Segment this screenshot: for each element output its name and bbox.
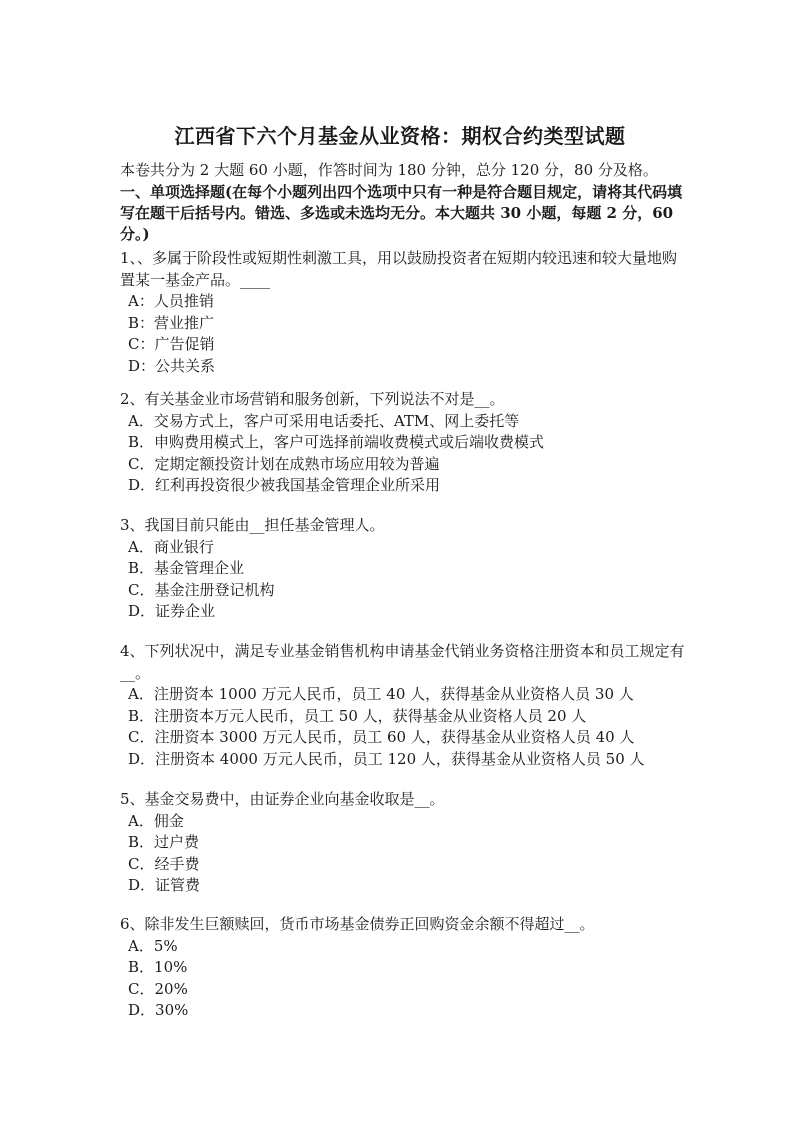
question-6 [120, 914, 690, 1022]
option-a: A．交易方式上，客户可采用电话委托、ATM、网上委托等 [128, 411, 520, 430]
question-3 [120, 515, 690, 623]
option-d: D：公共关系 [128, 356, 216, 375]
option-a: A．佣金 [128, 811, 184, 830]
option-d: D．红利再投资很少被我国基金管理企业所采用 [128, 476, 441, 494]
option-c: C．定期定额投资计划在成熟市场应用较为普遍 [128, 454, 440, 473]
question-4 [120, 641, 690, 770]
section-heading: 一、单项选择题(在每个小题列出四个选项中只有一种是符合题目规定，请将其代码填写在题干后括号内。错选、多选或未选均无分。本大题共 30 小题，每题 2 分，60 分。) [120, 183, 683, 243]
page-title: 江西省下六个月基金从业资格：期权合约类型试题 [174, 124, 626, 148]
exam-intro: 本卷共分为 2 大题 60 小题，作答时间为 180 分钟，总分 120 分，80 分及格。 [120, 161, 658, 179]
option-c: C．20% [128, 979, 188, 998]
question-stem: 2、有关基金业市场营销和服务创新，下列说法不对是__。 [120, 390, 505, 408]
option-d: D．证管费 [128, 876, 201, 894]
question-stem: 6、除非发生巨额赎回，货币市场基金债券正回购资金余额不得超过__。 [120, 915, 595, 933]
option-c: C：广告促销 [128, 335, 215, 353]
question-1 [120, 248, 690, 377]
option-d: D．注册资本 4000 万元人民币，员工 120 人，获得基金从业资格人员 50 人 [128, 749, 645, 768]
question-stem: 4、下列状况中，满足专业基金销售机构申请基金代销业务资格注册资本和员工规定有__。 [120, 642, 685, 682]
option-c: C．注册资本 3000 万元人民币，员工 60 人，获得基金从业资格人员 40 人 [128, 728, 635, 746]
question-5 [120, 789, 690, 897]
option-a: A．商业银行 [128, 537, 214, 556]
option-b: B．基金管理企业 [128, 559, 245, 577]
option-b: B：营业推广 [128, 313, 215, 332]
option-d: D．30% [128, 1001, 189, 1019]
option-a: A．5% [128, 936, 178, 955]
question-stem: 1、、多属于阶段性或短期性刺激工具，用以鼓励投资者在短期内较迅速和较大量地购置某一基金产品。____ [120, 249, 678, 289]
option-b: B．10% [128, 958, 188, 976]
option-d: D．证券企业 [128, 602, 216, 620]
question-stem: 3、我国目前只能由__担任基金管理人。 [120, 516, 385, 534]
option-b: B．过户费 [128, 833, 200, 851]
option-c: C．基金注册登记机构 [128, 580, 275, 599]
option-a: A．注册资本 1000 万元人民币，员工 40 人，获得基金从业资格人员 30 人 [128, 685, 634, 703]
option-c: C．经手费 [128, 854, 200, 873]
option-b: B．注册资本万元人民币，员工 50 人，获得基金从业资格人员 20 人 [128, 706, 587, 725]
question-2 [120, 389, 690, 497]
question-stem: 5、基金交易费中，由证券企业向基金收取是__。 [120, 790, 445, 808]
option-b: B．申购费用模式上，客户可选择前端收费模式或后端收费模式 [128, 433, 545, 451]
option-a: A：人员推销 [128, 292, 214, 310]
